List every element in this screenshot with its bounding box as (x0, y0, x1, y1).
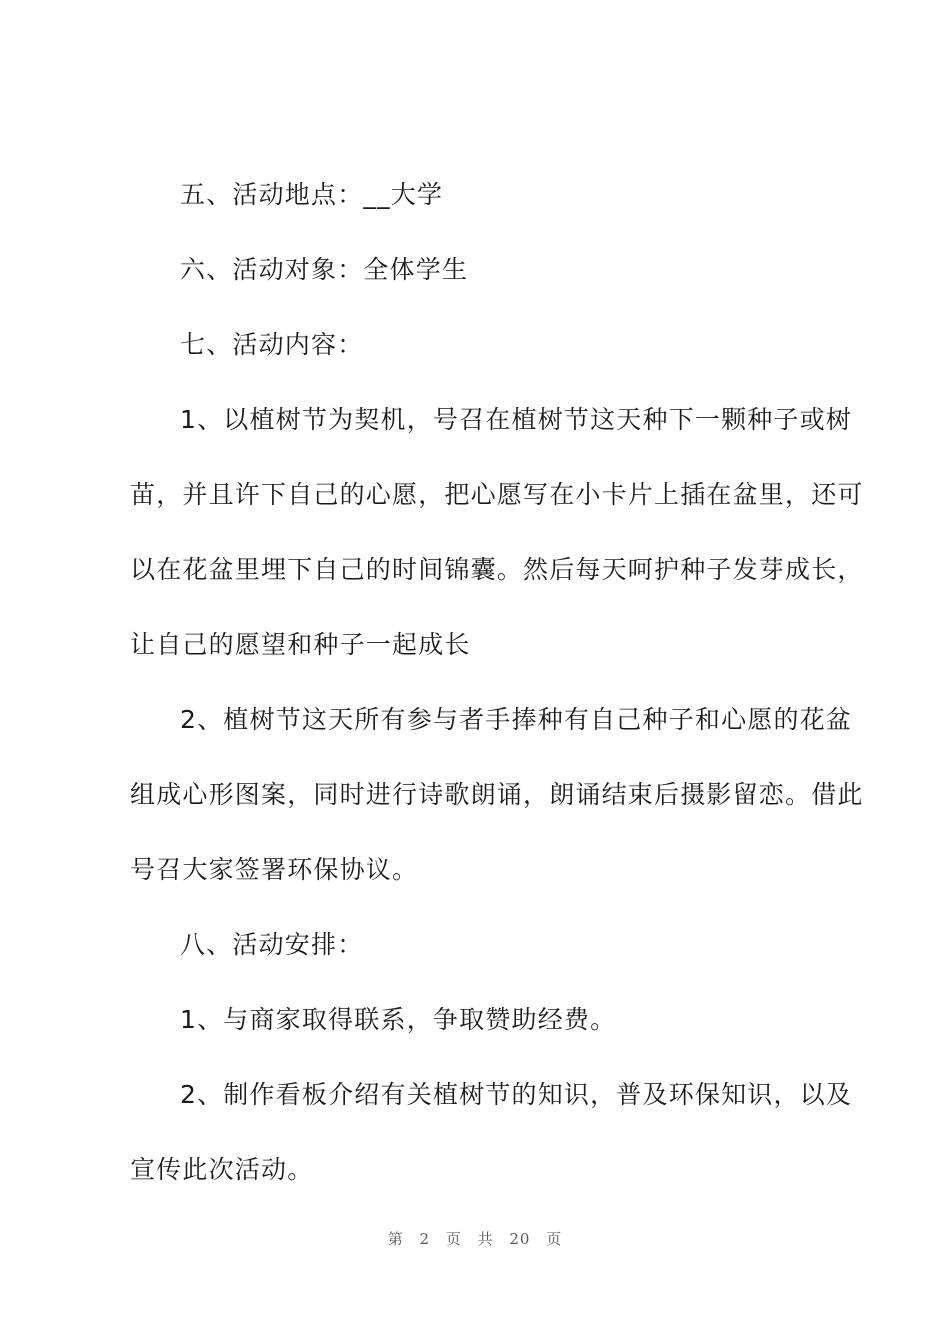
paragraph-line: 组成心形图案，同时进行诗歌朗诵，朗诵结束后摄影留恋。借此 (130, 780, 864, 809)
page-number-footer: 第 2 页 共 20 页 (387, 1230, 563, 1248)
paragraph-line: 宣传此次活动。 (130, 1155, 314, 1184)
paragraph-line: 1、以植树节为契机，号召在植树节这天种下一颗种子或树 (180, 405, 853, 434)
paragraph-line: 苗，并且许下自己的心愿，把心愿写在小卡片上插在盆里，还可 (130, 480, 864, 509)
paragraph-line: 以在花盆里埋下自己的时间锦囊。然后每天呵护种子发芽成长， (130, 555, 864, 584)
section-heading-content: 七、活动内容： (180, 330, 364, 359)
paragraph-line: 1、与商家取得联系，争取赞助经费。 (180, 1005, 617, 1034)
paragraph-line: 2、制作看板介绍有关植树节的知识，普及环保知识，以及 (180, 1080, 853, 1109)
section-heading-arrangement: 八、活动安排： (180, 930, 364, 959)
section-heading-audience: 六、活动对象：全体学生 (180, 255, 469, 284)
paragraph-line: 号召大家签署环保协议。 (130, 855, 419, 884)
paragraph-line: 让自己的愿望和种子一起成长 (130, 630, 471, 659)
section-heading-location: 五、活动地点：__大学 (180, 180, 444, 209)
paragraph-line: 2、植树节这天所有参与者手捧种有自己种子和心愿的花盆 (180, 705, 853, 734)
